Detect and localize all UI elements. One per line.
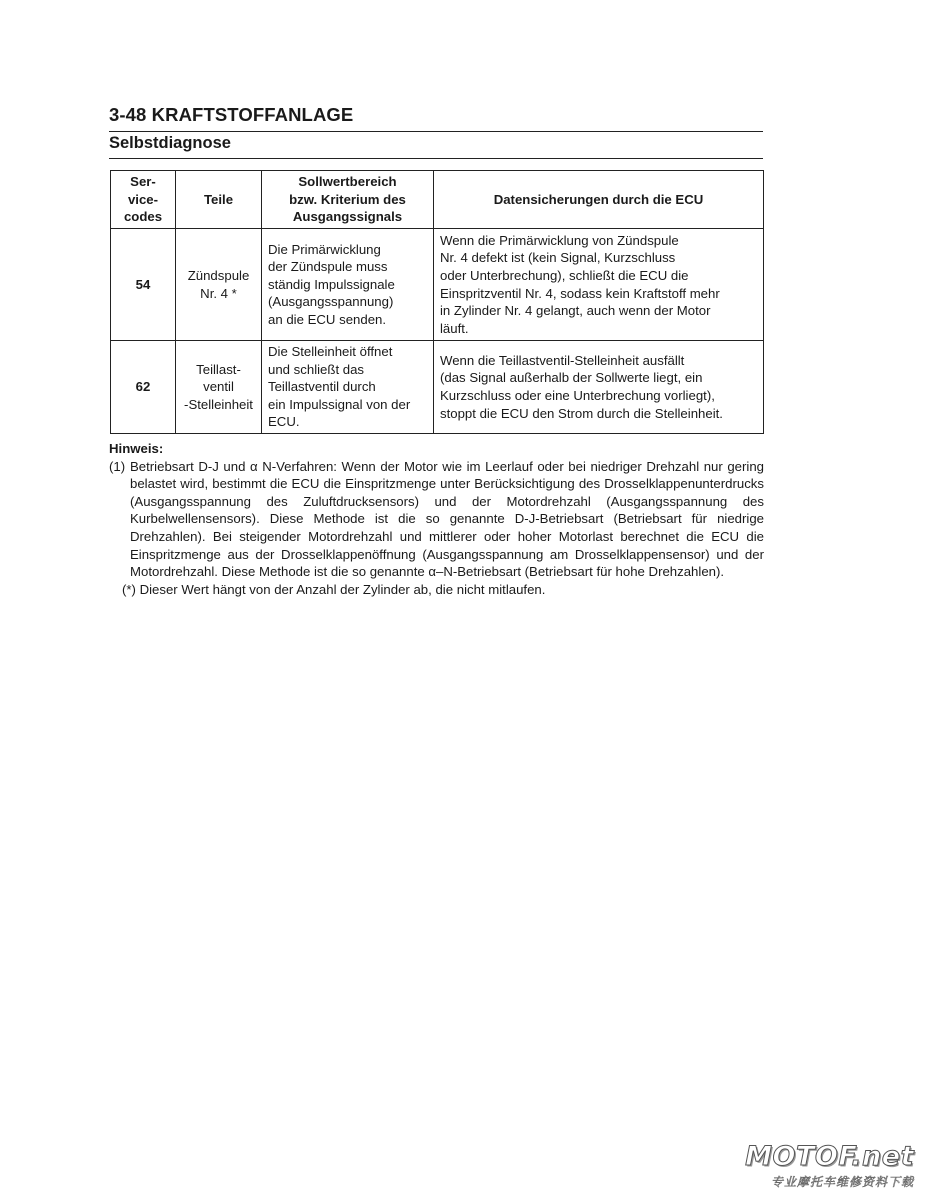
watermark-sub: 专业摩托车维修资料下载 xyxy=(770,1175,914,1189)
note-marker: (1) xyxy=(109,458,126,474)
page-title: 3-48 KRAFTSTOFFANLAGE xyxy=(109,104,354,125)
cell-service-code: 54 xyxy=(111,229,176,341)
watermark-logo xyxy=(745,1141,920,1193)
section-rule xyxy=(109,158,763,159)
header-parts: Teile xyxy=(176,171,262,229)
cell-criterion: Die Primärwicklung der Zündspule muss ständig Impulssignale (Ausgangsspannung) an die ECU senden. xyxy=(262,229,434,341)
notes-heading: Hinweis: xyxy=(109,441,164,456)
cell-part: Zündspule Nr. 4 * xyxy=(176,229,262,341)
note-item-1 xyxy=(109,458,764,581)
header-ecu-failsafe: Datensicherungen durch die ECU xyxy=(434,171,764,229)
notes-section xyxy=(109,440,764,598)
title-rule xyxy=(109,131,763,132)
table-header-row xyxy=(111,171,764,229)
cell-part: Teillast- ventil -Stelleinheit xyxy=(176,341,262,434)
table-row xyxy=(111,341,764,434)
cell-criterion: Die Stelleinheit öffnet und schließt das Teillastventil durch ein Impulssignal von der ECU. xyxy=(262,341,434,434)
cell-ecu-failsafe: Wenn die Teillastventil-Stelleinheit ausfällt (das Signal außerhalb der Sollwerte liegt, ein Kurzschluss oder eine Unterbrechung vorliegt), stoppt die ECU den Strom durch die Stelleinheit. xyxy=(434,341,764,434)
cell-service-code: 62 xyxy=(111,341,176,434)
section-title: Selbstdiagnose xyxy=(109,134,231,152)
header-criterion: Sollwertbereich bzw. Kriterium des Ausgangssignals xyxy=(262,171,434,229)
cell-ecu-failsafe: Wenn die Primärwicklung von Zündspule Nr. 4 defekt ist (kein Signal, Kurzschluss oder Unterbrechung), schließt die ECU die Einspritzventil Nr. 4, sodass kein Kraftstoff mehr in Zylinder Nr. 4 gelangt, auch wenn der Motor läuft. xyxy=(434,229,764,341)
watermark-main: MOTOF.net xyxy=(745,1141,914,1172)
header-service-codes: Ser- vice- codes xyxy=(111,171,176,229)
note-item-asterisk: (*) Dieser Wert hängt von der Anzahl der Zylinder ab, die nicht mitlaufen. xyxy=(122,581,546,597)
note-text: Betriebsart D-J und α N-Verfahren: Wenn der Motor wie im Leerlauf oder bei niedriger Drehzahl nur gering belastet wird, bestimmt die ECU die Einspritzmenge unter Berücksichtigung des Drosselklappenunterdrucks (Ausgangsspannung des Zuluftdrucksensors) und der Motordrehzahl (Ausgangsspannung des Kurbelwellensensors). Diese Methode ist die so genannte D-J-Betriebsart (Betriebsart für niedrige Drehzahlen). Bei steigender Motordrehzahl und mittlerer oder hoher Motorlast berechnet die ECU die Einspritzmenge aus der Drosselklappenöffnung (Ausgangsspannung am Drosselklappensensor) und der Motordrehzahl. Diese Methode ist die so genannte α–N-Betriebsart (Betriebsart für hohe Drehzahlen). xyxy=(130,458,764,580)
table-row xyxy=(111,229,764,341)
diagnosis-table xyxy=(110,170,764,434)
